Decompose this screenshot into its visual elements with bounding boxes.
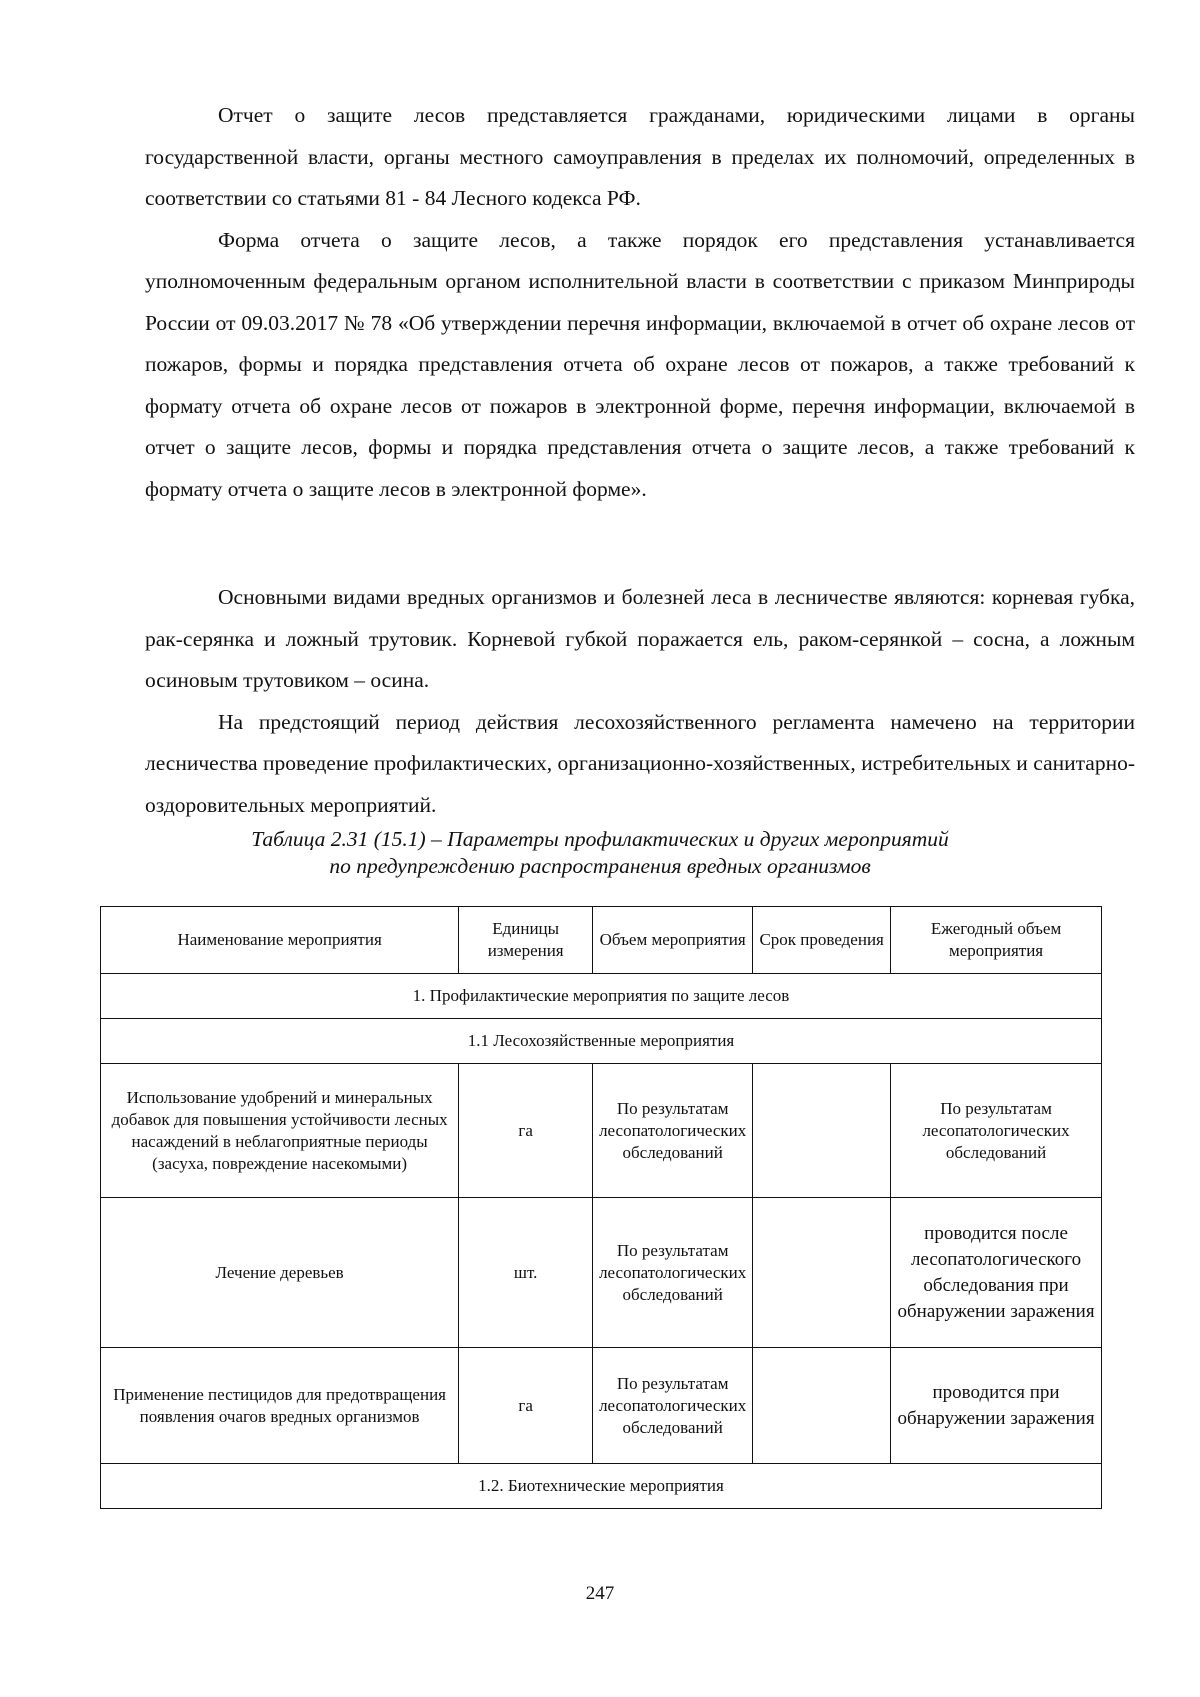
page-number: 247 bbox=[585, 1583, 615, 1604]
cell-term bbox=[753, 1064, 891, 1198]
paragraph: Отчет о защите лесов представляется гражданами, юридическими лицами в органы государственной власти, органы местного самоуправления в пределах их полномочий, определенных в соответствии со статьями 81 - 84 Лесного кодекса РФ. bbox=[145, 103, 1135, 210]
subsection-row bbox=[101, 1464, 1102, 1509]
cell-term bbox=[753, 1348, 891, 1464]
measures-table bbox=[100, 906, 1102, 1509]
cell-annual: проводится после лесопатологического обследования при обнаружении заражения bbox=[891, 1198, 1102, 1348]
subsection-title: 1.2. Биотехнические мероприятия bbox=[101, 1464, 1102, 1509]
subsection-row bbox=[101, 1019, 1102, 1064]
caption-line-2: по предупреждению распространения вредных организмов bbox=[329, 854, 871, 878]
cell-volume: По результатам лесопатологических обследований bbox=[593, 1064, 753, 1198]
paragraph: На предстоящий период действия лесохозяйственного регламента намечено на территории лесничества проведение профилактических, организационно-хозяйственных, истребительных и санитарно-оздоровительных мероприятий. bbox=[145, 709, 1135, 817]
text-block-reporting bbox=[145, 95, 1135, 510]
cell-unit: га bbox=[459, 1348, 593, 1464]
paragraph: Основными видами вредных организмов и болезней леса в лесничестве являются: корневая губка, рак-серянка и ложный трутовик. Корневой губкой поражается ель, раком-серянкой – сосна, а ложным осиновым трутовиком – осина. bbox=[145, 585, 1135, 692]
cell-volume: По результатам лесопатологических обследований bbox=[593, 1198, 753, 1348]
section-row bbox=[101, 974, 1102, 1019]
cell-annual: По результатам лесопатологических обследований bbox=[891, 1064, 1102, 1198]
cell-name: Использование удобрений и минеральных добавок для повышения устойчивости лесных насаждений в неблагоприятные периоды (засуха, повреждение насекомыми) bbox=[101, 1064, 459, 1198]
table-row bbox=[101, 1198, 1102, 1348]
header-annual: Ежегодный объем мероприятия bbox=[891, 907, 1102, 974]
header-term: Срок проведения bbox=[753, 907, 891, 974]
table-row bbox=[101, 1064, 1102, 1198]
caption-line-1: Таблица 2.31 (15.1) – Параметры профилактических и других мероприятий bbox=[251, 827, 949, 851]
section-title: 1. Профилактические мероприятия по защите лесов bbox=[101, 974, 1102, 1019]
cell-term bbox=[753, 1198, 891, 1348]
cell-unit: га bbox=[459, 1064, 593, 1198]
header-volume: Объем мероприятия bbox=[593, 907, 753, 974]
cell-name: Лечение деревьев bbox=[101, 1198, 459, 1348]
cell-annual: проводится при обнаружении заражения bbox=[891, 1348, 1102, 1464]
table-row bbox=[101, 1348, 1102, 1464]
table-caption bbox=[100, 826, 1100, 880]
subsection-title: 1.1 Лесохозяйственные мероприятия bbox=[101, 1019, 1102, 1064]
paragraph: Форма отчета о защите лесов, а также порядок его представления устанавливается уполномоченным федеральным органом исполнительной власти в соответствии с приказом Минприроды России от 09.03.2017 № 78 «Об утверждении перечня информации, включаемой в отчет об охране лесов от пожаров, формы и порядка представления отчета об охране лесов от пожаров, а также требований к формату отчета об охране лесов от пожаров в электронной форме, перечня информации, включаемой в отчет о защите лесов, формы и порядка представления отчета о защите лесов, а также требований к формату отчета о защите лесов в электронной форме». bbox=[145, 227, 1135, 501]
text-block-pests bbox=[145, 577, 1135, 826]
table-header-row bbox=[101, 907, 1102, 974]
header-unit: Единицы измерения bbox=[459, 907, 593, 974]
cell-volume: По результатам лесопатологических обследований bbox=[593, 1348, 753, 1464]
cell-unit: шт. bbox=[459, 1198, 593, 1348]
cell-name: Применение пестицидов для предотвращения появления очагов вредных организмов bbox=[101, 1348, 459, 1464]
header-name: Наименование мероприятия bbox=[101, 907, 459, 974]
